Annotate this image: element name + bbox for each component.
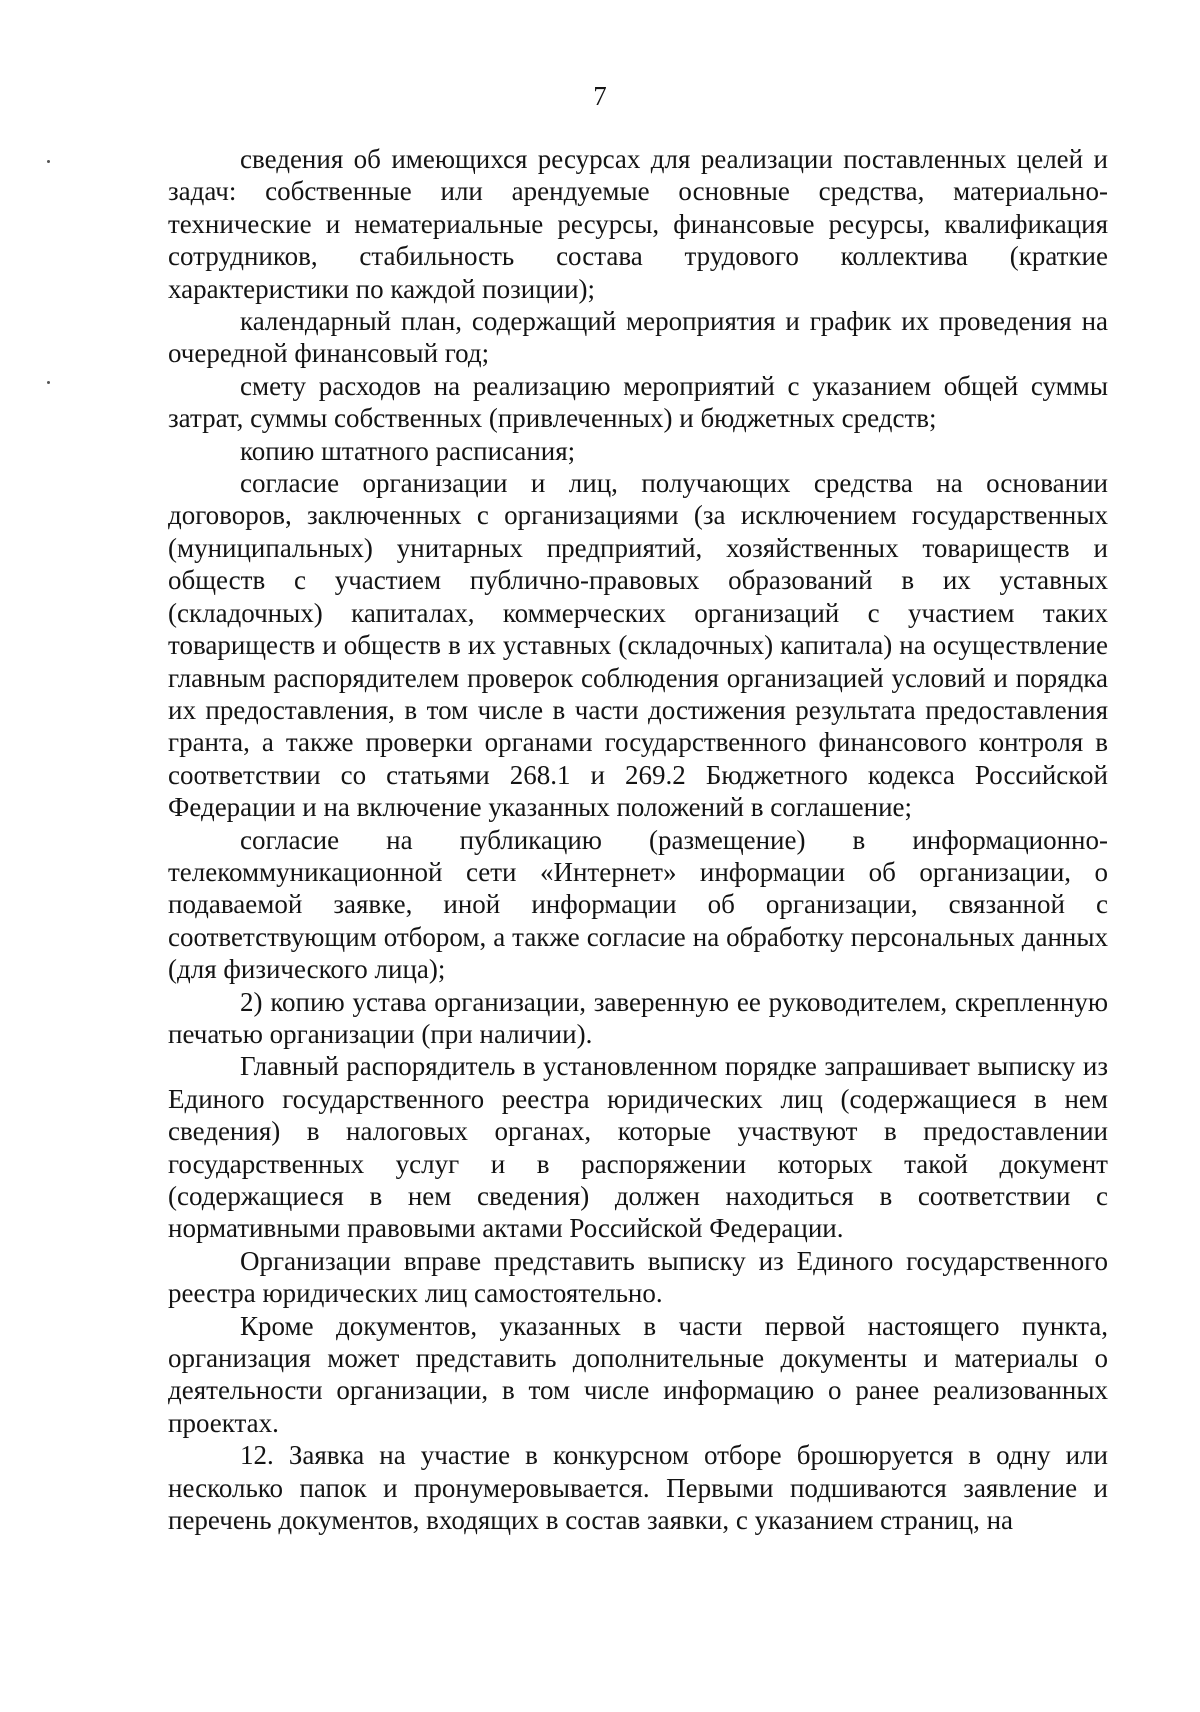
paragraph-consent-audit: согласие организации и лиц, получающих средства на основании договоров, заключенных с организациями (за исключением государственных (муниципальных) унитарных предприятий, хозяйственных товариществ и обществ с участием публично-правовых образований в их уставных (складочных) капиталах, коммерческих организаций с участием таких товариществ и обществ в их уставных (складочных) капитала) на осуществление главным распорядителем проверок соблюдения организацией условий и порядка их предоставления, в том числе в части достижения результата предоставления гранта, а также проверки органами государственного финансового контроля в соответствии со статьями 268.1 и 269.2 Бюджетного кодекса Российской Федерации и на включение указанных положений в соглашение; [168,468,1108,823]
paragraph-resources: сведения об имеющихся ресурсах для реализации поставленных целей и задач: собственные или арендуемые основные средства, материально-технические и нематериальные ресурсы, финансовые ресурсы, квалификация сотрудников, стабильность состава трудового коллектива (краткие характеристики по каждой позиции); [168,144,1108,304]
paragraph-cost-estimate: смету расходов на реализацию мероприятий с указанием общей суммы затрат, суммы собственных (привлеченных) и бюджетных средств; [168,370,1108,434]
scan-margin-dot [47,160,50,163]
page-number: 7 [593,81,607,111]
document-body [168,143,1108,1536]
scan-margin-dot [47,381,50,384]
paragraph-item-12: 12. Заявка на участие в конкурсном отборе брошюруется в одну или несколько папок и пронумеровывается. Первыми подшиваются заявление и перечень документов, входящих в состав заявки, с указанием страниц, на [168,1440,1108,1536]
paragraph-consent-publication: согласие на публикацию (размещение) в информационно-телекоммуникационной сети «Интернет» информации об организации, о подаваемой заявке, иной информации об организации, связанной с соответствующим отбором, а также согласие на обработку персональных данных (для физического лица); [168,824,1108,985]
paragraph-calendar-plan: календарный план, содержащий мероприятия и график их проведения на очередной финансовый год; [168,306,1108,369]
paragraph-registry-self: Организации вправе представить выписку из Единого государственного реестра юридических лиц самостоятельно. [168,1245,1108,1309]
paragraph-additional-docs: Кроме документов, указанных в части первой настоящего пункта, организация может представить дополнительные документы и материалы о деятельности организации, в том числе информацию о ранее реализованных проектах. [168,1310,1108,1438]
paragraph-staff-schedule: копию штатного расписания; [240,435,576,466]
paragraph-registry-request: Главный распорядитель в установленном порядке запрашивает выписку из Единого государственного реестра юридических лиц (содержащиеся в нем сведения) в налоговых органах, которые участвуют в предоставлении государственных услуг и в распоряжении которых такой документ (содержащиеся в нем сведения) должен находиться в соответствии с нормативными правовыми актами Российской Федерации. [168,1051,1108,1244]
paragraph-charter-copy: 2) копию устава организации, заверенную ее руководителем, скрепленную печатью организации (при наличии). [168,986,1108,1049]
